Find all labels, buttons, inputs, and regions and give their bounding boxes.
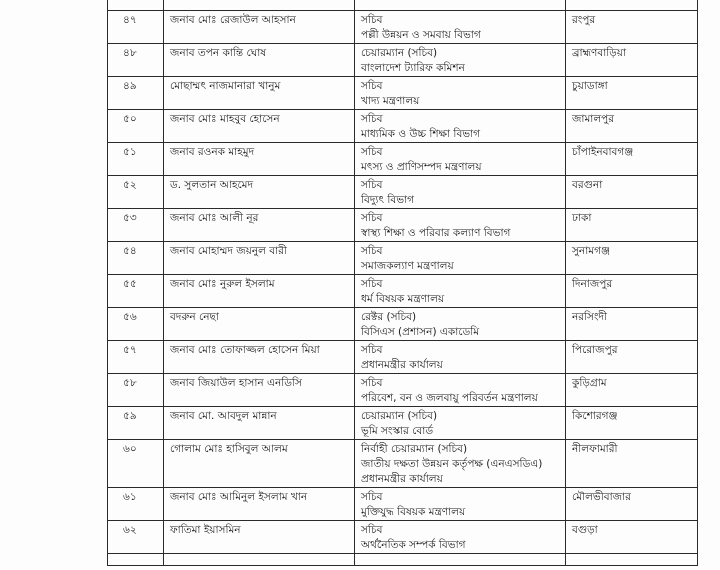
office: মাধ্যমিক ও উচ্চ শিক্ষা বিভাগ [361, 128, 481, 140]
table-row [108, 176, 698, 209]
officer-name: বদরুন নেছা [164, 308, 355, 341]
secretary-list-table [107, 0, 698, 566]
officer-name: জনাব মোঃ মাহবুব হোসেন [164, 110, 355, 143]
officer-name: জনাব মোঃ নুরুল ইসলাম [164, 275, 355, 308]
officer-name: জনাব মোঃ তোফাজ্জল হোসেন মিয়া [164, 341, 355, 374]
table-row [108, 341, 698, 374]
serial-number: ৫৫ [108, 275, 164, 308]
office: অর্থনৈতিক সম্পর্ক বিভাগ [361, 539, 466, 551]
designation: সচিব [361, 212, 383, 224]
serial-number: ৬২ [108, 521, 164, 554]
office: মুক্তিযুদ্ধ বিষয়ক মন্ত্রণালয় [361, 506, 466, 518]
designation: সচিব [361, 278, 383, 290]
officer-name: জনাব তপন কান্তি ঘোষ [164, 44, 355, 77]
home-district: চুয়াডাঙ্গা [566, 77, 698, 110]
table-row [108, 521, 698, 554]
designation: সচিব [361, 146, 383, 158]
designation-cell [355, 275, 566, 308]
designation: সচিব [361, 377, 383, 389]
designation: সচিব [361, 245, 383, 257]
designation-cell [355, 176, 566, 209]
designation: সচিব [361, 179, 383, 191]
designation: নির্বাহী চেয়ারম্যান (সচিব) [361, 443, 468, 455]
serial-number: ৫৮ [108, 374, 164, 407]
designation: সচিব [361, 524, 383, 536]
home-district: দিনাজপুর [566, 275, 698, 308]
officer-name: জনাব জিয়াউল হাসান এনডিসি [164, 374, 355, 407]
table-row [108, 440, 698, 488]
designation: রেক্টর (সচিব) [361, 311, 417, 323]
serial-number: ৫৪ [108, 242, 164, 275]
designation-cell [355, 11, 566, 44]
home-district: কিশোরগঞ্জ [566, 407, 698, 440]
table-row-partial-top [108, 0, 698, 11]
designation-cell [355, 242, 566, 275]
designation-cell [355, 521, 566, 554]
office: সমাজকল্যাণ মন্ত্রণালয় [361, 260, 454, 272]
home-district: পিরোজপুর [566, 341, 698, 374]
designation-cell [355, 110, 566, 143]
serial-number: ৫২ [108, 176, 164, 209]
table-row [108, 407, 698, 440]
officer-name: জনাব মোঃ আমিনুল ইসলাম খান [164, 488, 355, 521]
office: বিদ্যুৎ বিভাগ [361, 194, 414, 206]
home-district: কুড়িগ্রাম [566, 374, 698, 407]
office: জাতীয় দক্ষতা উন্নয়ন কর্তৃপক্ষ (এনএসডিএ) [361, 458, 543, 470]
serial-number: ৬০ [108, 440, 164, 488]
home-district: সুনামগঞ্জ [566, 242, 698, 275]
table-row [108, 275, 698, 308]
table-row-partial-bottom [108, 554, 698, 566]
designation-cell [355, 440, 566, 488]
serial-number: ৬১ [108, 488, 164, 521]
officer-name: জনাব মোঃ রেজাউল আহসান [164, 11, 355, 44]
table-row [108, 143, 698, 176]
table-row [108, 374, 698, 407]
home-district: মৌলভীবাজার [566, 488, 698, 521]
home-district: চাঁপাইনবাবগঞ্জ [566, 143, 698, 176]
office: স্বাস্থ্য শিক্ষা ও পরিবার কল্যাণ বিভাগ [361, 227, 511, 239]
office: পল্লী উন্নয়ন ও সমবায় বিভাগ [361, 29, 481, 41]
home-district: জামালপুর [566, 110, 698, 143]
officer-name: জনাব মোঃ আলী নূর [164, 209, 355, 242]
designation: সচিব [361, 113, 383, 125]
serial-number: ৫৬ [108, 308, 164, 341]
serial-number: ৪৯ [108, 77, 164, 110]
serial-number: ৪৭ [108, 11, 164, 44]
home-district: ঢাকা [566, 209, 698, 242]
serial-number: ৫৯ [108, 407, 164, 440]
officer-name: গোলাম মোঃ হাসিবুল আলম [164, 440, 355, 488]
office: মৎস্য ও প্রাণিসম্পদ মন্ত্রণালয় [361, 161, 482, 173]
table-row [108, 308, 698, 341]
serial-number: ৪৮ [108, 44, 164, 77]
table-row [108, 110, 698, 143]
home-district: নরসিংদী [566, 308, 698, 341]
designation: সচিব [361, 344, 383, 356]
serial-number: ৫১ [108, 143, 164, 176]
designation-cell [355, 341, 566, 374]
designation-cell [355, 407, 566, 440]
designation-cell [355, 488, 566, 521]
designation-cell [355, 44, 566, 77]
designation: সচিব [361, 491, 383, 503]
designation: চেয়ারম্যান (সচিব) [361, 410, 438, 422]
designation: সচিব [361, 14, 383, 26]
designation: সচিব [361, 80, 383, 92]
table-row [108, 209, 698, 242]
home-district: বরগুনা [566, 176, 698, 209]
table-row [108, 44, 698, 77]
designation-cell [355, 374, 566, 407]
home-district: ব্রাহ্মণবাড়িয়া [566, 44, 698, 77]
officer-name: জনাব মো. আবদুল মান্নান [164, 407, 355, 440]
serial-number: ৫৭ [108, 341, 164, 374]
table-row [108, 242, 698, 275]
designation-cell [355, 308, 566, 341]
designation-cell [355, 77, 566, 110]
officer-name: জনাব মোহাম্মদ জয়নুল বারী [164, 242, 355, 275]
office-parent: প্রধানমন্ত্রীর কার্যালয় [361, 473, 443, 485]
office: ভূমি সংস্কার বোর্ড [361, 425, 434, 437]
officer-name: ড. সুলতান আহমেদ [164, 176, 355, 209]
officer-name: মোছাম্মৎ নাজমানারা খানুম [164, 77, 355, 110]
officer-name: ফাতিমা ইয়াসমিন [164, 521, 355, 554]
serial-number: ৫০ [108, 110, 164, 143]
office: ধর্ম বিষয়ক মন্ত্রণালয় [361, 293, 445, 305]
home-district: রংপুর [566, 11, 698, 44]
office: খাদ্য মন্ত্রণালয় [361, 95, 420, 107]
designation-cell [355, 143, 566, 176]
home-district: বগুড়া [566, 521, 698, 554]
serial-number: ৫৩ [108, 209, 164, 242]
table-row [108, 11, 698, 44]
home-district: নীলফামারী [566, 440, 698, 488]
table-row [108, 488, 698, 521]
officer-name: জনাব রওনক মাহমুদ [164, 143, 355, 176]
office: বাংলাদেশ ট্যারিফ কমিশন [361, 62, 465, 74]
office: প্রধানমন্ত্রীর কার্যালয় [361, 359, 443, 371]
office: পরিবেশ, বন ও জলবায়ু পরিবর্তন মন্ত্রণালয় [361, 392, 538, 404]
office: বিসিএস (প্রশাসন) একাডেমি [361, 326, 480, 338]
table-row [108, 77, 698, 110]
designation: চেয়ারম্যান (সচিব) [361, 47, 438, 59]
designation-cell [355, 209, 566, 242]
